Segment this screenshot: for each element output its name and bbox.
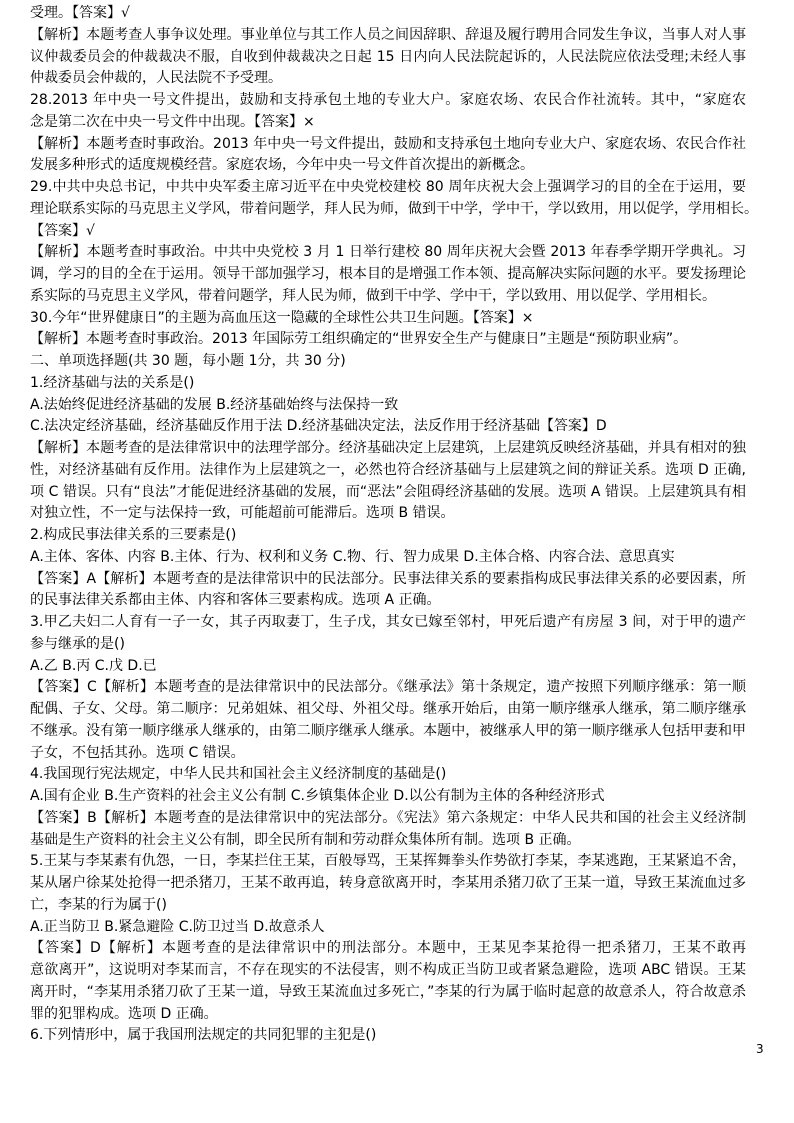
text-line: 【解析】本题考查的是法律常识中的法理学部分。经济基础决定上层建筑，上层建筑反映经济基础，并具有相对的独 (30, 440, 746, 456)
text-line: 基础是生产资料的社会主义公有制，即全民所有制和劳动群众集体所有制。选项 B 正确。 (30, 831, 581, 848)
text-line: 【答案】A【解析】本题考查的是法律常识中的民法部分。民事法律关系的要素指构成民事法律关系的必要因素，所 (30, 570, 746, 587)
text-line: 念是第二次在中央一号文件中出现。【答案】× (30, 113, 315, 130)
text-line: A.国有企业 B.生产资料的社会主义公有制 C.乡镇集体企业 D.以公有制为主体的各种经济形式 (30, 788, 605, 804)
text-line: 【答案】C【解析】本题考查的是法律常识中的民法部分。《继承法》第十条规定，遗产按照下列顺序继承：第一顺 (30, 679, 746, 696)
text-line: 5.王某与李某素有仇怨，一日，李某拦住王某，百般辱骂，王某挥舞拳头作势欲打李某，李某逃跑，王某紧追不舍， (30, 853, 746, 870)
text-line: 【答案】B【解析】本题考查的是法律常识中的宪法部分。《宪法》第六条规定：中华人民共和国的社会主义经济制 (30, 809, 746, 826)
paragraph (30, 764, 746, 786)
text-line: 1.经济基础与法的关系是() (30, 374, 195, 391)
text-line: 亡，李某的行为属于() (30, 896, 167, 913)
text-line: 子女，不包括其孙。选项 C 错误。 (30, 744, 245, 761)
text-line: 二、单项选择题(共 30 题，每小题 1分，共 30 分) (30, 353, 346, 369)
text-line: 3.甲乙夫妇二人育有一子一女，其子丙取妻丁，生子戊，其女已嫁至邻村，甲死后遗产有房屋 3 间，对于甲的遗产 (30, 614, 746, 630)
text-line: 6.下列情形中，属于我国刑法规定的共同犯罪的主犯是() (30, 1027, 377, 1044)
text-line: A.乙 B.丙 C.戊 D.已 (30, 657, 157, 674)
text-line: 不继承。没有第一顺序继承人继承的，由第二顺序继承人继承。本题中，被继承人甲的第一顺序继承人包括甲妻和甲 (30, 722, 746, 739)
paragraph (30, 569, 746, 613)
text-line: 2.构成民事法律关系的三要素是() (30, 527, 237, 543)
text-line: 意欲离开”，这说明对李某而言，不存在现实的不法侵害，则不构成正当防卫或者紧急避险，选项 ABC 错误。王某 (30, 962, 746, 978)
text-line: 受理。【答案】√ (30, 5, 130, 21)
paragraph (30, 416, 746, 438)
paragraph (30, 917, 746, 939)
text-line: 的民事法律关系都由主体、内容和客体三要素构成。选项 A 正确。 (30, 592, 441, 609)
text-line: 议仲裁委员会的仲裁裁决不服，自收到仲裁裁决之日起 15 日内向人民法院起诉的，人民法院应依法受理;未经人事 (30, 48, 746, 65)
text-line: A.法始终促进经济基础的发展 B.经济基础始终与法保持一致 (30, 396, 399, 413)
text-line: 【答案】D【解析】本题考查的是法律常识中的刑法部分。本题中，王某见李某抢得一把杀猪刀，王某不敢再 (30, 940, 746, 957)
paragraph (30, 786, 746, 808)
paragraph (30, 242, 746, 307)
text-line: 性，对经济基础有反作用。法律作为上层建筑之一，必然也符合经济基础与上层建筑之间的辩证关系。选项 D 正确, (30, 461, 746, 478)
paragraph (30, 851, 746, 916)
text-line: 【答案】√ (30, 222, 95, 239)
text-line: 【解析】本题考查时事政治。2013 年中央一号文件提出，鼓励和支持承包土地向专业大户、家庭农场、农民合作社 (30, 135, 746, 152)
text-line: 某从屠户徐某处抢得一把杀猪刀，王某不敢再追，转身意欲离开时，李某用杀猪刀砍了王某一道，导致王某流血过多 (30, 875, 746, 891)
paragraph (30, 1025, 746, 1047)
text-line: 【解析】本题考查人事争议处理。事业单位与其工作人员之间因辞职、辞退及履行聘用合同发生争议，当事人对人事 (30, 26, 746, 43)
paragraph (30, 373, 746, 395)
paragraph (30, 25, 746, 90)
text-line: 仲裁委员会仲裁的，人民法院不予受理。 (30, 70, 282, 87)
text-line: 参与继承的是() (30, 635, 125, 652)
paragraph (30, 656, 746, 678)
text-line: 【解析】本题考查时事政治。2013 年国际劳工组织确定的“世界安全生产与健康日”主题是“预防职业病”。 (30, 331, 688, 348)
text-line: C.法决定经济基础，经济基础反作用于法 D.经济基础决定法，法反作用于经济基础【答案】D (30, 418, 607, 435)
text-line: A.正当防卫 B.紧急避险 C.防卫过当 D.故意杀人 (30, 918, 325, 935)
text-line: 配偶、子女、父母。第二顺序：兄弟姐妹、祖父母、外祖父母。继承开始后，由第一顺序继承人继承，第二顺序继承 (30, 701, 746, 717)
text-line: 发展多种形式的适度规模经营。家庭农场，今年中央一号文件首次提出的新概念。 (30, 157, 534, 174)
paragraph (30, 525, 746, 547)
paragraph (30, 3, 746, 25)
paragraph (30, 612, 746, 656)
text-line: 项 C 错误。只有“良法”才能促进经济基础的发展，而“恶法”会阻碍经济基础的发展。选项 A 错误。上层建筑具有相 (30, 483, 746, 500)
text-line: 30.今年“世界健康日”的主题为高血压这一隐藏的全球性公共卫生问题。【答案】× (30, 309, 534, 326)
paragraph (30, 221, 746, 243)
text-line: 系实际的马克思主义学风，带着问题学，拜人民为师，做到干中学、学中干，学以致用、用以促学、学用相长。 (30, 287, 716, 304)
text-line: A.主体、客体、内容 B.主体、行为、权利和义务 C.物、行、智力成果 D.主体合格、内容合法、意思真实 (30, 548, 675, 565)
paragraph (30, 547, 746, 569)
text-line: 对独立性，不一定与法保持一致，可能超前可能滞后。选项 B 错误。 (30, 505, 455, 522)
paragraph (30, 808, 746, 852)
text-line: 4.我国现行宪法规定，中华人民共和国社会主义经济制度的基础是() (30, 766, 447, 783)
paragraph (30, 677, 746, 764)
text-line: 28.2013 年中央一号文件提出，鼓励和支持承包土地的专业大户。家庭农场、农民合作社流转。其中，“家庭农 (30, 92, 746, 108)
text-line: 29.中共中央总书记，中共中央军委主席习近平在中央党校建校 80 周年庆祝大会上强调学习的目的全在于运用，要 (30, 179, 746, 195)
paragraph (30, 395, 746, 417)
paragraph (30, 938, 746, 1025)
text-line: 理论联系实际的马克思主义学风，带着问题学，拜人民为师，做到干中学，学中干，学以致用，用以促学，学用相长。 (30, 200, 758, 217)
text-line: 离开时，“李某用杀猪刀砍了王某一道，导致王某流血过多死亡，”李某的行为属于临时起意的故意杀人，符合故意杀 (30, 983, 746, 1000)
text-line: 罪的犯罪构成。选项 D 正确。 (30, 1005, 218, 1022)
paragraph (30, 134, 746, 178)
paragraph (30, 177, 758, 221)
paragraph (30, 329, 746, 351)
text-line: 调，学习的目的全在于运用。领导干部加强学习，根本目的是增强工作本领、提高解决实际问题的水平。要发扬理论 (30, 266, 746, 282)
text-line: 【解析】本题考查时事政治。中共中央党校 3 月 1 日举行建校 80 周年庆祝大会暨 2013 年春季学期开学典礼。习 (30, 244, 746, 261)
paragraph (30, 90, 746, 134)
paragraph (30, 308, 746, 330)
page-number: 3 (756, 1042, 764, 1056)
document-body (30, 3, 758, 1047)
paragraph (30, 351, 746, 373)
paragraph (30, 438, 746, 525)
